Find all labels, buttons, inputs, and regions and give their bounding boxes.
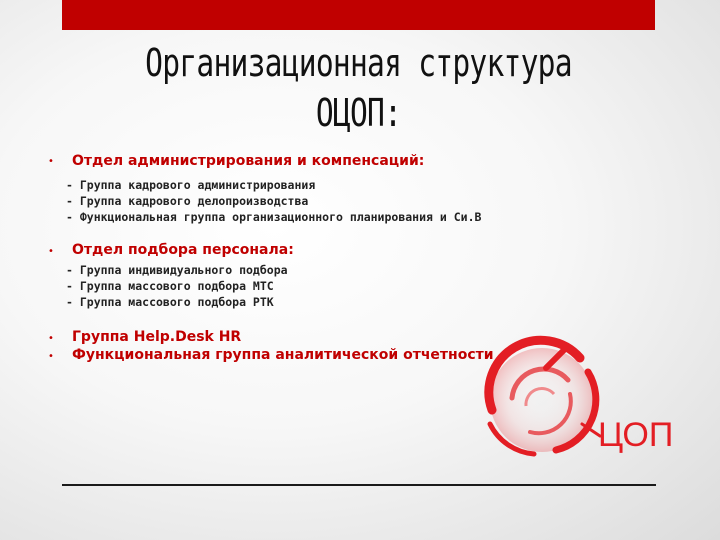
bullet-icon: • — [48, 246, 54, 257]
page-title — [127, 38, 590, 138]
bullet-icon: • — [48, 333, 54, 344]
bottom-divider — [62, 484, 656, 486]
list-item: - Группа массового подбора РТК — [66, 295, 274, 309]
list-item: - Функциональная группа организационного планирования и Си.В — [66, 210, 482, 224]
group-analytics: Функциональная группа аналитической отчетности — [72, 347, 494, 363]
logo-text: ЦОП — [598, 416, 674, 454]
cop-logo — [470, 328, 680, 478]
list-item: - Группа массового подбора МТС — [66, 279, 274, 293]
bullet-icon: • — [48, 156, 54, 167]
section-heading-admin: Отдел администрирования и компенсаций: — [72, 153, 425, 169]
list-item: - Группа индивидуального подбора — [66, 263, 288, 277]
group-helpdesk: Группа Help.Desk HR — [72, 329, 242, 345]
section-heading-recruiting: Отдел подбора персонала: — [72, 242, 294, 258]
list-item: - Группа кадрового администрирования — [66, 178, 316, 192]
logo-swirl-icon — [470, 328, 680, 478]
list-item: - Группа кадрового делопроизводства — [66, 194, 309, 208]
title-line-2: ОЦОП: — [315, 91, 402, 135]
top-accent-bar — [62, 0, 655, 30]
title-line-1: Организационная структура — [145, 41, 572, 85]
bullet-icon: • — [48, 351, 54, 362]
